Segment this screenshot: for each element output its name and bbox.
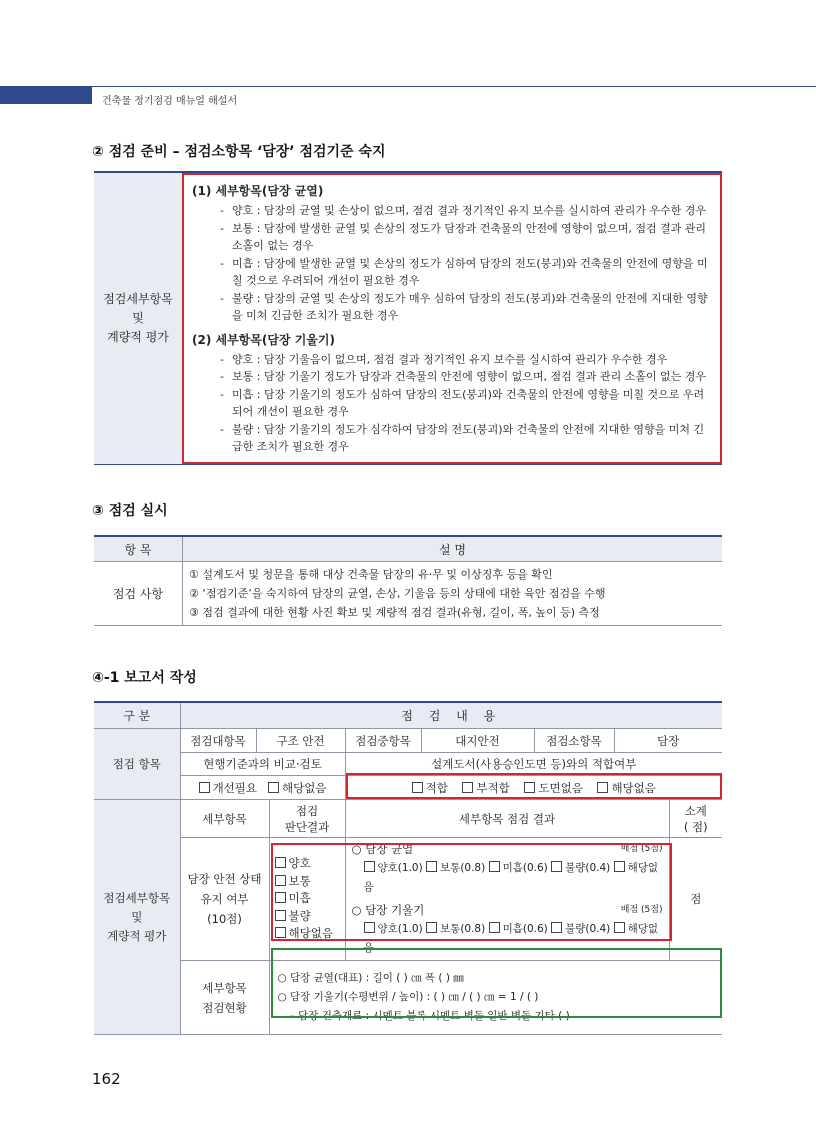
criteria-table bbox=[94, 171, 722, 465]
header-accent-bar bbox=[0, 86, 92, 104]
list-item: - 미흡 : 담장에 발생한 균열 및 손상의 정도가 심하여 담장의 전도(붕괴)와 건축물의 안전에 영향을 미칠 것으로 우려되어 개선이 필요한 경우 bbox=[220, 256, 708, 287]
cell: 점검대항목 bbox=[180, 729, 256, 753]
list-item: - 불량 : 담장의 균열 및 손상의 정도가 매우 심하여 담장의 전도(붕괴)와 건축물의 안전에 지대한 영향을 미쳐 긴급한 조치가 필요한 경우 bbox=[220, 291, 708, 322]
list-item: - 양호 : 담장 기울음이 없으며, 점검 결과 정기적인 유지 보수를 실시하여 관리가 우수한 경우 bbox=[220, 352, 668, 366]
header-subtotal: 소계 ( 점) bbox=[669, 800, 722, 838]
drawing-options-highlight bbox=[346, 773, 722, 799]
result-highlight bbox=[271, 843, 672, 941]
section4-title: ④-1 보고서 작성 bbox=[92, 670, 197, 686]
criteria-body bbox=[182, 172, 722, 464]
status-detail: ○ 담장 균열(대표) : 길이 ( ) ㎝ 폭 ( ) ㎜ ○ 담장 기울기(수평변위 / 높이) : ( ) ㎝ / ( ) ㎝ = 1 / ( ) – 담장 건축재료 : 시멘트 블록 시멘트 벽돌 일반 벽돌 기타 ( ) bbox=[269, 961, 722, 1035]
col-header-item: 항 목 bbox=[94, 536, 183, 562]
section2-title: ② 점검 준비 – 점검소항목 ‘담장’ 점검기준 숙지 bbox=[92, 144, 386, 160]
cell: 점검중항목 bbox=[345, 729, 421, 753]
cell: 대지안전 bbox=[421, 729, 534, 753]
cell: 점검소항목 bbox=[534, 729, 614, 753]
judge-options: 양호 보통 미흡 불량 해당없음 bbox=[269, 838, 345, 961]
subtotal-unit: 점 bbox=[669, 838, 722, 961]
list-item: ③ 점검 결과에 대한 현황 사진 확보 및 계량적 점검 결과(유형, 길이, 폭, 높이 등) 측정 bbox=[189, 606, 600, 619]
header-subitem: 세부항목 bbox=[180, 800, 269, 838]
procedure-table bbox=[94, 535, 722, 626]
procedure-desc bbox=[183, 562, 723, 626]
section3-title: ③ 점검 실시 bbox=[92, 503, 168, 519]
cell: 구조 안전 bbox=[256, 729, 345, 753]
drawing-options: 적합 부적합 도면없음 해당없음 bbox=[345, 776, 722, 800]
status-label: 세부항목 점검현황 bbox=[180, 961, 269, 1035]
result-detail: ○ 담장 균열 배점 (5점) 양호(1.0) 보통(0.8) 미흡(0.6) 불량(0.4) 해당없음 ○ 담장 기울기 배점 (5점) 양호(1.0) 보통(0.8) 미흡(0.6) 불량(0.4) 해당없음 bbox=[345, 838, 669, 961]
header-rule bbox=[92, 86, 816, 87]
list-item: - 보통 : 담장에 발생한 균열 및 손상의 정도가 담장과 건축물의 안전에 영향이 없으며, 점검 결과 관리 소홀이 없는 경우 bbox=[220, 221, 707, 252]
subitem-tilt-title: (2) 세부항목(담장 기울기) bbox=[192, 332, 335, 347]
header-result: 세부항목 점검 결과 bbox=[345, 800, 669, 838]
inspect-item-label: 점검 항목 bbox=[94, 729, 180, 800]
detail-label: 점검세부항목 및 계량적 평가 bbox=[94, 800, 180, 1035]
list-item: ② ‘점검기준’을 숙지하여 담장의 균열, 손상, 기울음 등의 상태에 대한 육안 점검을 수행 bbox=[189, 587, 606, 600]
list-item: - 불량 : 담장 기울기의 정도가 심각하여 담장의 전도(붕괴)와 건축물의 안전에 지대한 영향을 미쳐 긴급한 조치가 필요한 경우 bbox=[220, 422, 705, 453]
status-highlight bbox=[271, 948, 722, 1018]
compare-header: 현행기준과의 비교·검토 bbox=[180, 753, 345, 776]
list-item: ① 설계도서 및 청문을 통해 대상 건축물 담장의 유·무 및 이상징후 등을 확인 bbox=[189, 568, 553, 581]
checkbox-icon[interactable] bbox=[268, 782, 279, 793]
list-item: - 미흡 : 담장 기울기의 정도가 심하여 담장의 전도(붕괴)와 건축물의 안전에 영향을 미칠 것으로 우려되어 개선이 필요한 경우 bbox=[220, 387, 705, 418]
cell: 담장 bbox=[614, 729, 722, 753]
criteria-label: 점검세부항목 및 계량적 평가 bbox=[94, 172, 182, 464]
drawing-header: 설계도서(사용승인도면 등)와의 적합여부 bbox=[345, 753, 722, 776]
list-item: - 양호 : 담장의 균열 및 손상이 없으며, 점검 결과 정기적인 유지 보수를 실시하여 관리가 우수한 경우 bbox=[220, 204, 707, 217]
col-header-desc: 설 명 bbox=[183, 536, 723, 562]
list-item: - 보통 : 담장 기울기 정도가 담장과 건축물의 안전에 영향이 없으며, 점검 결과 관리 소홀이 없는 경우 bbox=[220, 370, 707, 383]
col-header-content: 점 검 내 용 bbox=[180, 702, 722, 729]
subitem-crack-title: (1) 세부항목(담장 균열) bbox=[192, 184, 324, 198]
col-header-category: 구 분 bbox=[94, 702, 180, 729]
subitem-name: 담장 안전 상태 유지 여부 (10점) bbox=[180, 838, 269, 961]
running-title: 건축물 정기점검 매뉴얼 해설서 bbox=[102, 96, 238, 107]
criteria-highlight-box bbox=[182, 173, 722, 464]
compare-options: 개선필요 해당없음 bbox=[180, 776, 345, 800]
header-judge: 점검 판단결과 bbox=[269, 800, 345, 838]
checkbox-icon[interactable] bbox=[199, 782, 210, 793]
row-label: 점검 사항 bbox=[94, 562, 183, 626]
page-number: 162 bbox=[92, 1070, 121, 1088]
